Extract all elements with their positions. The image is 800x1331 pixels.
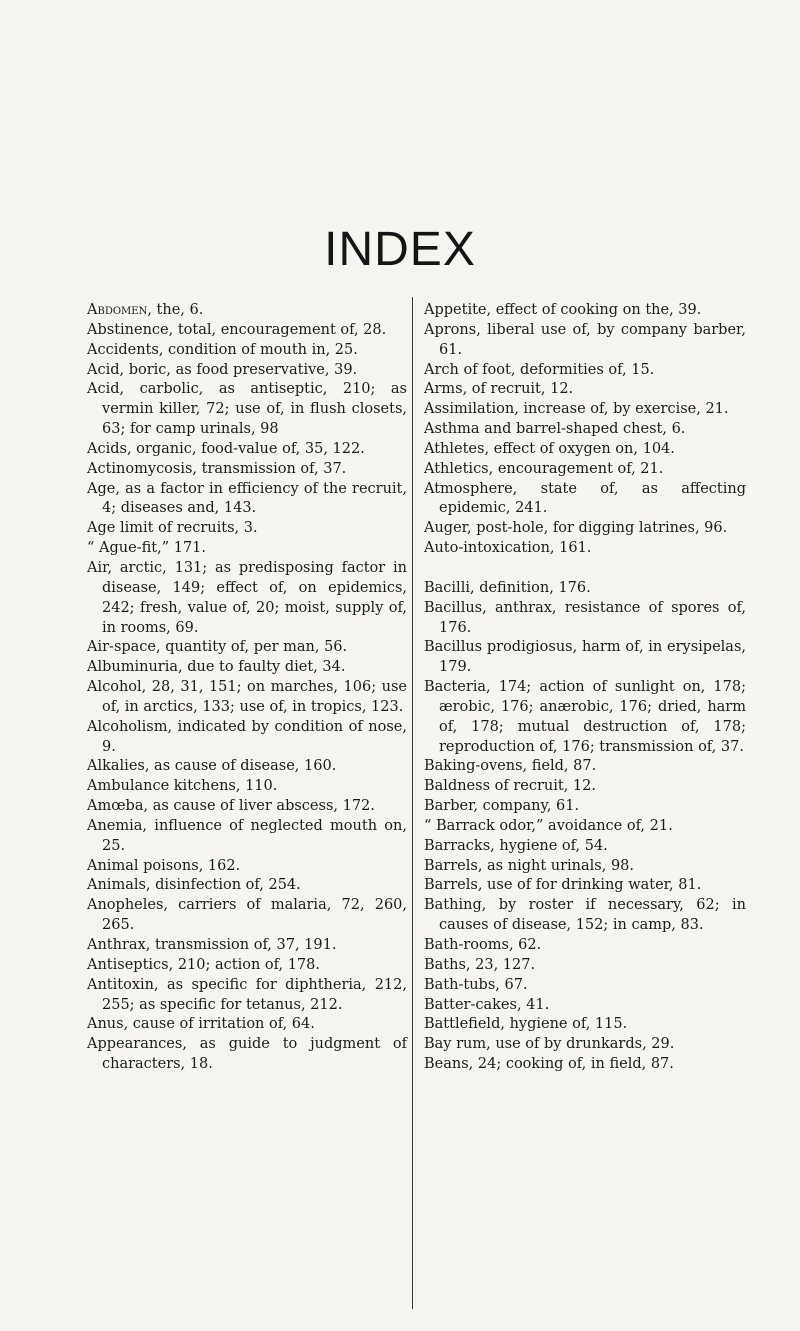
index-entry: Acids, organic, food-value of, 35, 122. [87,440,365,457]
index-entry: Assimilation, increase of, by exercise, 21. [424,401,729,418]
index-entry: Athletics, encouragement of, 21. [424,460,664,477]
index-entry: Air, arctic, 131; as predisposing factor in disease, 149; effect of, on epidemics, 242; fresh, value of, 20; moist, supply of, in rooms, 69. [87,559,407,636]
index-entry: Alkalies, as cause of disease, 160. [87,758,337,775]
index-entry: Barracks, hygiene of, 54. [424,837,608,854]
index-entry: Alcoholism, indicated by condition of nose, 9. [87,718,407,755]
index-entry: Acid, carbolic, as antiseptic, 210; as vermin killer, 72; use of, in flush closets, 63; for camp urinals, 98 [87,381,407,438]
index-entry: Anopheles, carriers of malaria, 72, 260, 265. [87,897,407,934]
index-headword: Abdomen, [87,302,152,318]
index-entry: Animal poisons, 162. [87,857,241,874]
index-entry: Arch of foot, deformities of, 15. [424,361,655,378]
index-entry: “ Ague-fit,” 171. [87,540,207,557]
index-entry: Antitoxin, as specific for diphtheria, 212, 255; as specific for tetanus, 212. [87,976,407,1013]
index-entry: Albuminuria, due to faulty diet, 34. [87,659,346,676]
index-entry: Anus, cause of irritation of, 64. [87,1016,315,1033]
index-entry: Bacilli, definition, 176. [424,579,591,596]
index-entry: Bath-tubs, 67. [424,976,528,993]
index-entry: Bathing, by roster if necessary, 62; in causes of disease, 152; in camp, 83. [424,897,746,934]
index-entry: Athletes, effect of oxygen on, 104. [424,440,675,457]
index-entry: Anthrax, transmission of, 37, 191. [87,937,337,953]
index-entry: Baths, 23, 127. [424,956,536,973]
index-entry: Barber, company, 61. [424,798,580,815]
index-entry: Battlefield, hygiene of, 115. [424,1016,628,1033]
index-entry: Age limit of recruits, 3. [87,520,258,537]
index-entry: Baking-ovens, field, 87. [424,758,597,775]
index-entry: Arms, of recruit, 12. [424,381,574,398]
index-entry: Batter-cakes, 41. [424,996,550,1013]
index-column-left [87,301,407,1075]
index-entry: Ambulance kitchens, 110. [87,778,278,795]
index-entry: Atmosphere, state of, as affecting epidemic, 241. [424,480,746,517]
index-entry: Bacillus prodigiosus, harm of, in erysipelas, 179. [424,639,746,676]
index-entry: Bath-rooms, 62. [424,937,542,953]
index-entry: Bacillus, anthrax, resistance of spores of, 176. [424,599,746,636]
index-entry: Bay rum, use of by drunkards, 29. [424,1036,675,1053]
index-entry: Appetite, effect of cooking on the, 39. [424,302,702,318]
index-entry: Age, as a factor in efficiency of the recruit, 4; diseases and, 143. [87,480,407,517]
index-entry: Amœba, as cause of liver abscess, 172. [87,798,375,815]
index-entry: Beans, 24; cooking of, in field, 87. [424,1056,674,1073]
index-entry: Antiseptics, 210; action of, 178. [87,956,320,973]
index-entry: Aprons, liberal use of, by company barber, 61. [424,321,746,358]
index-entry: Barrels, as night urinals, 98. [424,857,635,874]
index-entry: Alcohol, 28, 31, 151; on marches, 106; use of, in arctics, 133; use of, in tropics, 123. [87,679,407,715]
index-entry: Air-space, quantity of, per man, 56. [87,639,348,656]
index-entry: Anemia, influence of neglected mouth on, 25. [87,817,407,854]
index-entry: Auger, post-hole, for digging latrines, 96. [424,520,728,537]
index-entry: Accidents, condition of mouth in, 25. [87,341,358,358]
index-entry: Asthma and barrel-shaped chest, 6. [424,421,686,438]
index-entry: Acid, boric, as food preservative, 39. [87,361,358,378]
index-entry: Abstinence, total, encouragement of, 28. [87,321,387,338]
column-divider [412,297,413,1309]
index-entry: Baldness of recruit, 12. [424,778,596,795]
index-entry: Appearances, as guide to judgment of characters, 18. [87,1036,407,1073]
index-entry: Actinomycosis, transmission of, 37. [87,460,347,477]
index-column-right [424,301,746,1075]
page-title: INDEX [324,223,476,276]
index-entry: Auto-intoxication, 161. [424,540,592,557]
index-entry [87,301,407,321]
index-entry-text: the, 6. [151,302,204,318]
index-entry: Bacteria, 174; action of sunlight on, 178; ærobic, 176; anærobic, 176; dried, harm of, 178; mutual destruction of, 178; reproduction of, 176; transmission of, 37. [424,679,746,755]
index-entry: Barrels, use of for drinking water, 81. [424,877,702,894]
index-entry: “ Barrack odor,” avoidance of, 21. [424,817,673,834]
index-entry: Animals, disinfection of, 254. [87,877,301,894]
